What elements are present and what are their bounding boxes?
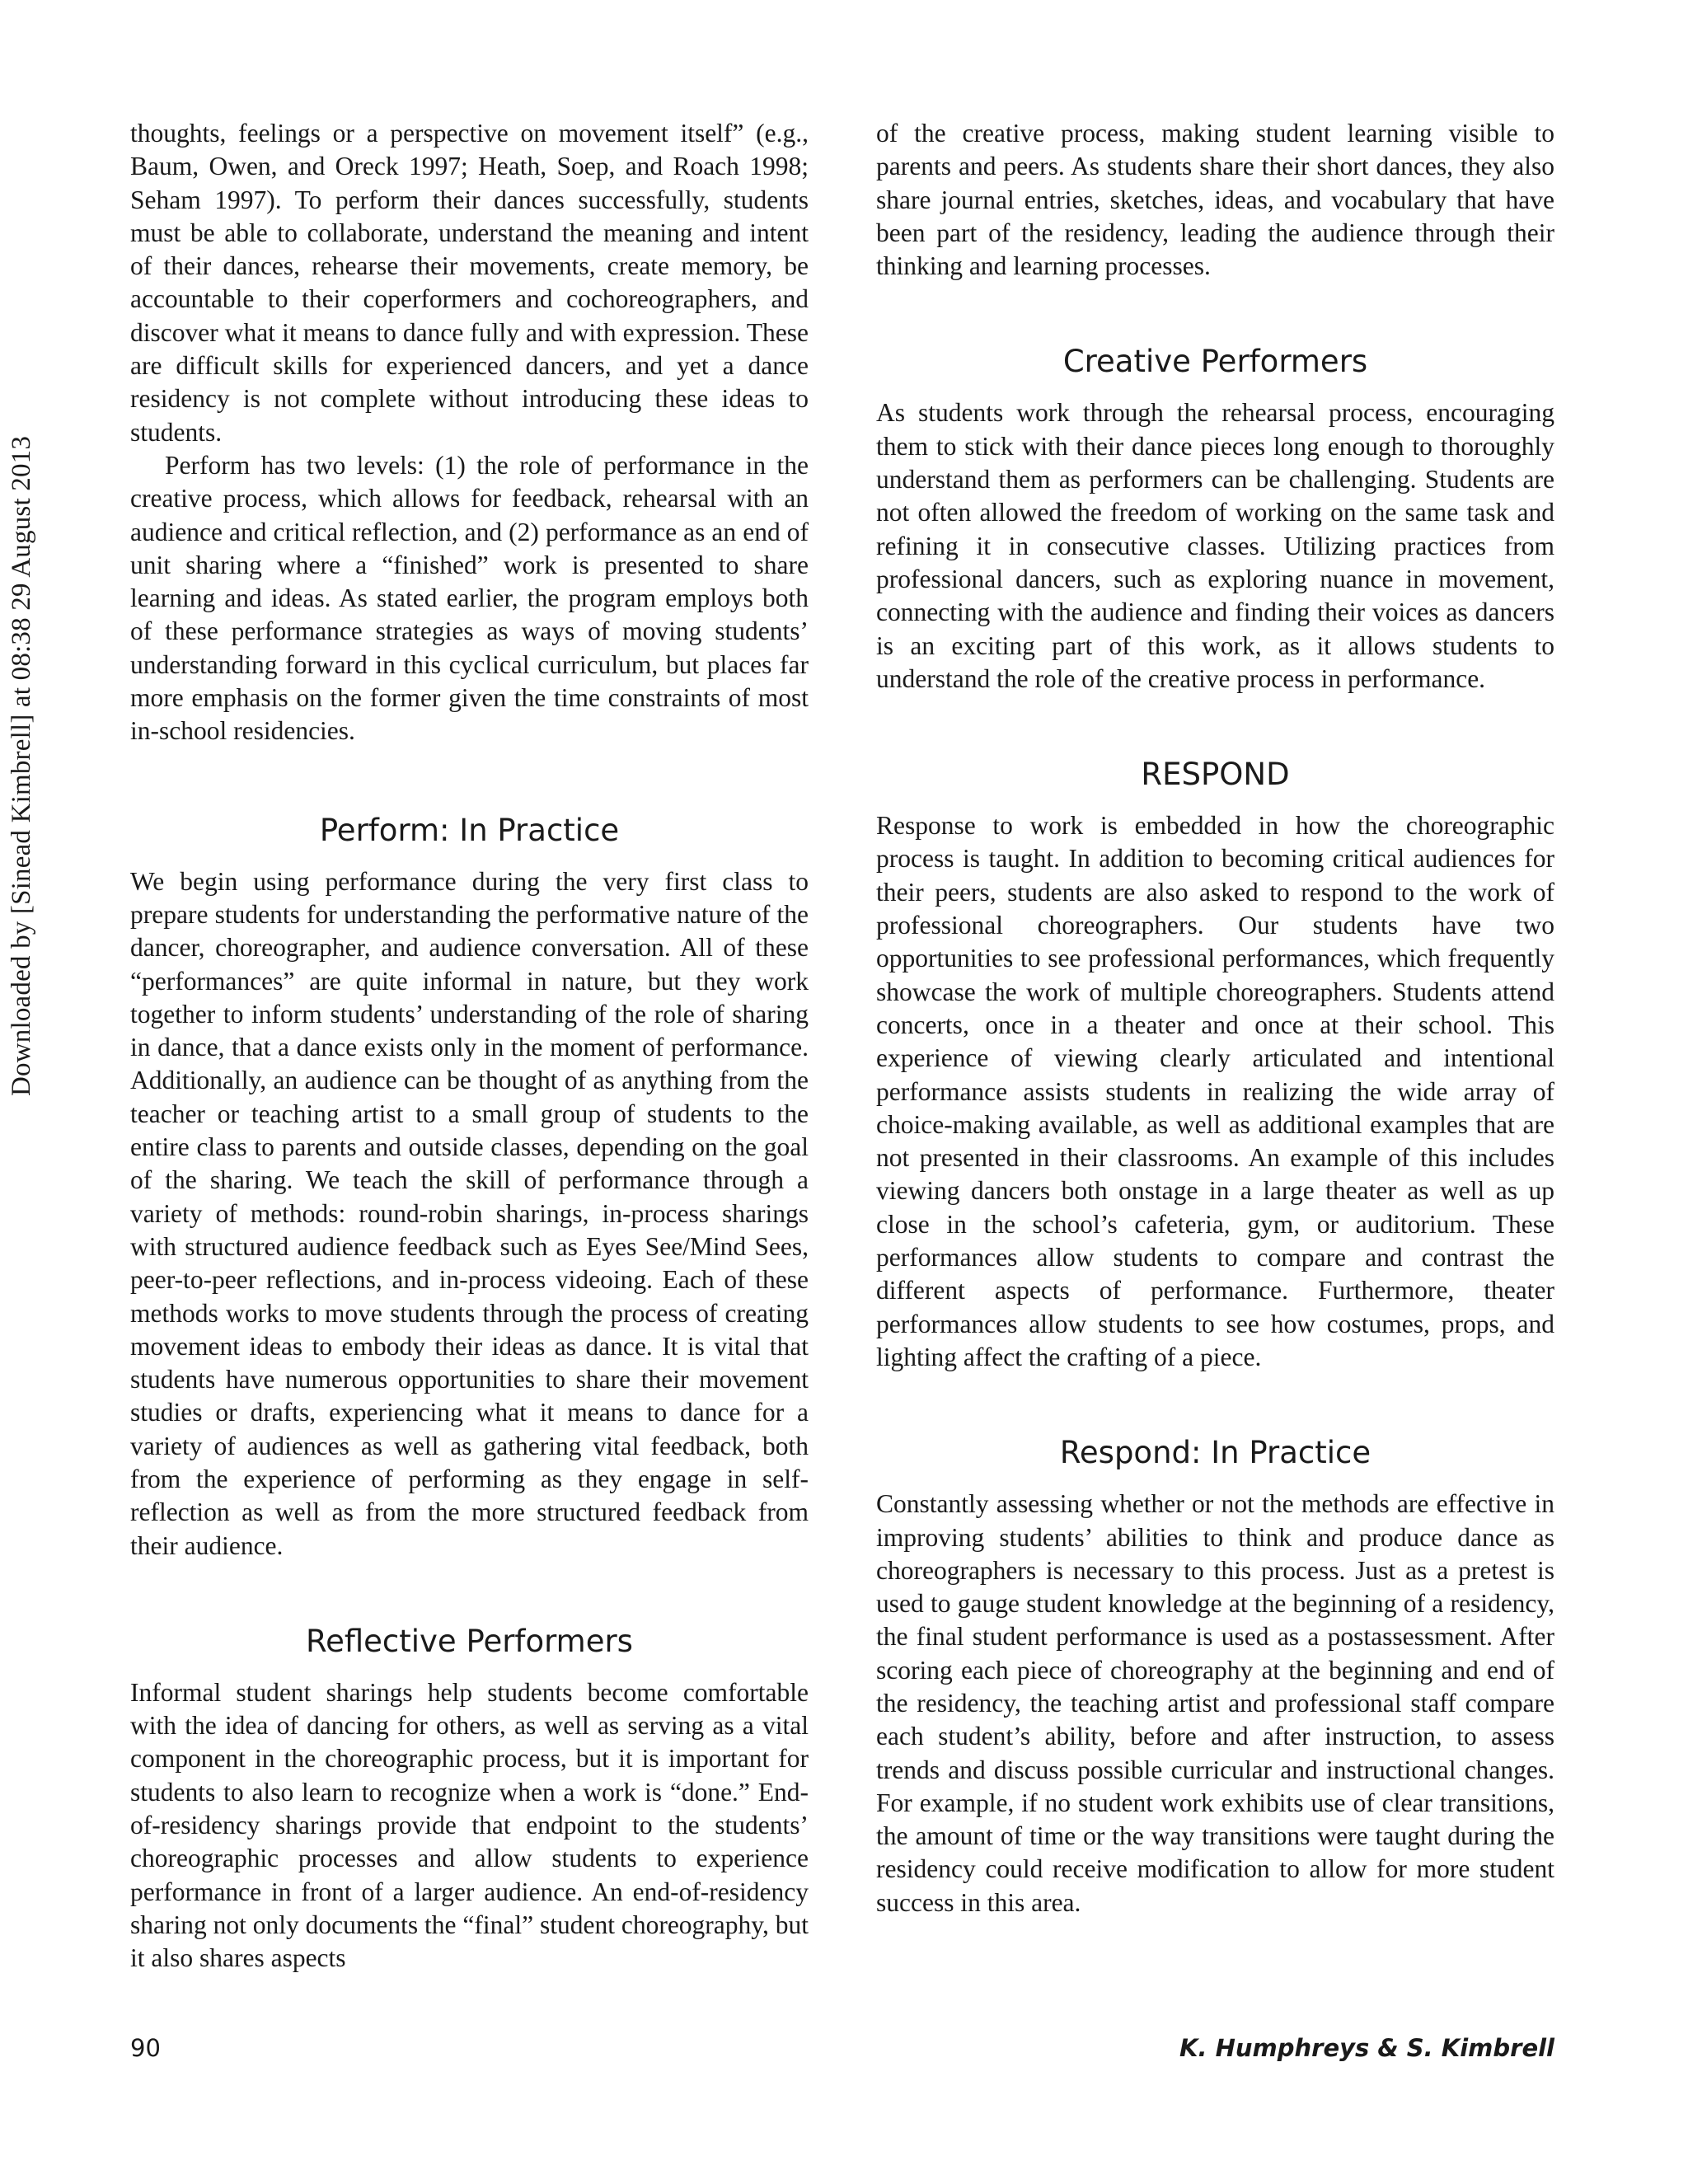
section-heading-respond: RESPOND — [1141, 757, 1290, 793]
body-paragraph: Constantly assessing whether or not the methods are effective in improving students’ abilities to think and produce dance as choreographers is necessary to this process. Just as a pretest is used to gauge student knowledge at the beginning of a residency, the final student performance is used as a postassessment. After scoring each piece of choreography at the beginning and end of the residency, the teaching artist and professional staff compare each student’s ability, before and after instruction, to assess trends and discuss possible curricular and instructional changes. For example, if no student work exhibits use of clear transitions, the amount of time or the way transitions were taught during the residency could receive modification to allow for more student success in this area. — [876, 1489, 1554, 1917]
body-paragraph: Informal student sharings help students become comfortable with the idea of dancing for others, as well as serving as a vital component in the choreographic process, but it is important for students to also learn to recognize when a work is “done.” End-of-residency sharings provide that endpoint to the students’ choreographic processes and allow students to experience performance in front of a larger audience. An end-of-residency sharing not only documents the “final” student choreography, but it also shares aspects — [130, 1677, 809, 1973]
download-watermark: Downloaded by [Sinead Kimbrell] at 08:38 29 August 2013 — [7, 435, 36, 1096]
running-authors: K. Humphreys & S. Kimbrell — [1179, 2034, 1554, 2062]
body-paragraph: of the creative process, making student learning visible to parents and peers. As students share their short dances, they also share journal entries, sketches, ideas, and vocabulary that have been part of the residency, leading the audience through their thinking and learning processes. — [876, 119, 1554, 281]
left-column — [130, 117, 809, 1975]
section-heading-reflective-performers: Reflective Performers — [306, 1623, 633, 1659]
page-footer — [130, 2034, 1554, 2067]
section-heading-perform-in-practice: Perform: In Practice — [319, 812, 620, 848]
body-paragraph: We begin using performance during the very first class to prepare students for understanding the performative nature of the dancer, choreographer, and audience conversation. All of these “performances” are quite informal in nature, but they work together to inform students’ understanding of the role of sharing in dance, that a dance exists only in the moment of performance. Additionally, an audience can be thought of as anything from the teacher or teaching artist to a small group of students to the entire class to parents and outside classes, depending on the goal of the sharing. We teach the skill of performance through a variety of methods: round-robin sharings, in-process sharings with structured audience feedback such as Eyes See/Mind Sees, peer-to-peer reflections, and in-process videoing. Each of these methods works to move students through the process of creating movement ideas to embody their ideas as dance. It is vital that students have numerous opportunities to share their movement studies or drafts, experiencing what it means to dance for a variety of audiences as well as gathering vital feedback, both from the experience of performing as they engage in self-reflection as well as from the more structured feedback from their audience. — [130, 866, 809, 1560]
section-heading-creative-performers: Creative Performers — [1062, 344, 1368, 380]
body-paragraph: As students work through the rehearsal process, encouraging them to stick with their dance pieces long enough to thoroughly understand them as performers can be challenging. Students are not often allowed the freedom of working on the same task and refining it in consecutive classes. Utilizing practices from professional dancers, such as exploring nuance in movement, connecting with the audience and finding their voices as dancers is an exciting part of this work, as it allows students to understand the role of the creative process in performance. — [876, 398, 1554, 693]
right-column — [876, 117, 1554, 1919]
page-number: 90 — [130, 2034, 161, 2062]
body-paragraph: Perform has two levels: (1) the role of performance in the creative process, which allows for feedback, rehearsal with an audience and critical reflection, and (2) performance as an end of unit sharing where a “finished” work is presented to share learning and ideas. As stated earlier, the program employs both of these performance strategies as ways of moving students’ understanding forward in this cyclical curriculum, but places far more emphasis on the former given the time constraints of most in-school residencies. — [130, 450, 809, 746]
body-paragraph: thoughts, feelings or a perspective on movement itself” (e.g., Baum, Owen, and Oreck 1997; Heath, Soep, and Roach 1998; Seham 1997). To perform their dances successfully, students must be able to collaborate, understand the meaning and intent of their dances, rehearse their movements, create memory, be accountable to their coperformers and cochoreographers, and discover what it means to dance fully and with expression. These are difficult skills for experienced dancers, and yet a dance residency is not complete without introducing these ideas to students. — [130, 119, 809, 447]
section-heading-respond-in-practice: Respond: In Practice — [1059, 1435, 1372, 1471]
body-paragraph: Response to work is embedded in how the choreographic process is taught. In addition to becoming critical audiences for their peers, students are also asked to respond to the work of professional choreographers. Our students have two opportunities to see professional performances, which frequently showcase the work of multiple choreographers. Students attend concerts, once in a theater and once at their school. This experience of viewing clearly articulated and intentional performance assists students in realizing the wide array of choice-making available, as well as additional examples that are not presented in their classrooms. An example of this includes viewing dancers both onstage in a large theater as well as up close in the school’s cafeteria, gym, or auditorium. These performances allow students to compare and contrast the different aspects of performance. Furthermore, theater performances allow students to see how costumes, props, and lighting affect the crafting of a piece. — [876, 811, 1554, 1371]
